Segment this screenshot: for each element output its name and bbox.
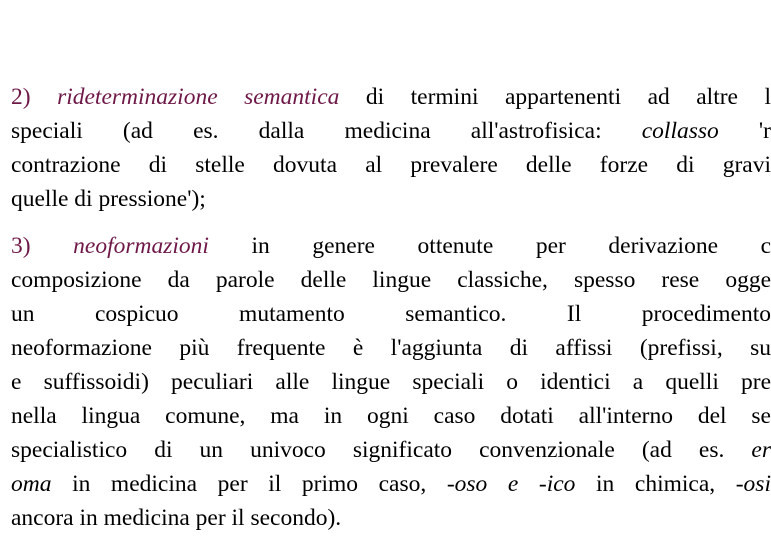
text-line: [11, 182, 771, 216]
paragraph-neoformations: [11, 229, 771, 535]
text-segment: specialistico di un univoco significato convenzionale (ad es.: [11, 437, 752, 463]
text-line: [11, 467, 771, 501]
text-segment: 'r: [718, 118, 771, 144]
text-segment: speciali (ad es. dalla medicina all'astrofisica:: [11, 118, 642, 144]
text-line: [11, 263, 771, 297]
paragraph-semantic-redetermination: [11, 80, 771, 216]
text-line: [11, 114, 771, 148]
text-segment: neoformazione più frequente è l'aggiunta di affissi (prefissi, su: [11, 335, 771, 361]
text-segment: nella lingua comune, ma in ogni caso dotati all'interno del se: [11, 403, 771, 429]
emphasized-term: neoformazioni: [73, 233, 209, 259]
text-segment: un cospicuo mutamento semantico. Il procedimento: [11, 301, 771, 327]
text-segment: 3): [11, 233, 74, 259]
emphasized-term: rideterminazione semantica: [57, 84, 340, 110]
text-segment: e suffissoidi) peculiari alle lingue speciali o identici a quelli pre: [11, 369, 771, 395]
text-line: [11, 331, 771, 365]
text-line: [11, 229, 771, 263]
emphasized-term: collasso: [641, 118, 719, 144]
text-line: [11, 365, 771, 399]
emphasized-term: oma: [11, 471, 52, 497]
text-segment: 2): [11, 84, 58, 110]
emphasized-term: er: [751, 437, 771, 463]
text-line: [11, 399, 771, 433]
text-line: [11, 80, 771, 114]
text-segment: in chimica,: [575, 471, 736, 497]
text-segment: contrazione di stelle dovuta al prevalere delle forze di gravi: [11, 152, 771, 178]
text-segment: in medicina per il primo caso,: [51, 471, 447, 497]
emphasized-term: -osi: [735, 471, 771, 497]
text-line: [11, 501, 771, 535]
text-segment: in genere ottenute per derivazione c: [208, 233, 771, 259]
text-segment: composizione da parole delle lingue classiche, spesso rese ogge: [11, 267, 771, 293]
text-segment: di termini appartenenti ad altre l: [339, 84, 771, 110]
emphasized-term: -oso e -ico: [446, 471, 576, 497]
text-segment: quelle di pressione');: [11, 186, 206, 212]
text-line: [11, 433, 771, 467]
text-line: [11, 148, 771, 182]
text-segment: ancora in medicina per il secondo).: [11, 505, 342, 531]
text-line: [11, 297, 771, 331]
